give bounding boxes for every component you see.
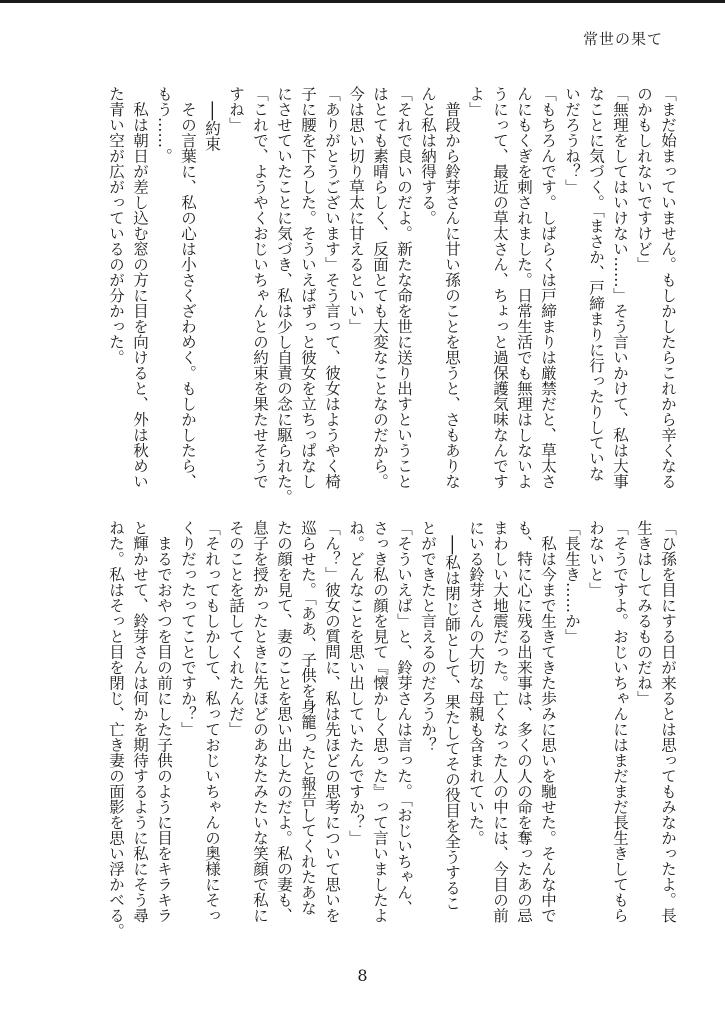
text-line: その言葉に、私の心は小さくざわめく。もしかしたら、 <box>179 86 197 489</box>
text-line: うにって、最近の草太さん、ちょっと過保護気味なんです <box>491 86 509 489</box>
text-line: 「無理をしてはいけない……」そう言いかけて、私は大事 <box>611 86 629 489</box>
text-line: さっき私の顔を見て『懐かしく思った』って言いましたよ <box>371 520 389 923</box>
text-line: んと私は納得する。 <box>419 86 437 226</box>
text-line: ねた。私はそっと目を閉じ、亡き妻の面影を思い浮かべる。 <box>107 520 125 939</box>
text-line: た青い空が広がっているのが分かった。 <box>107 86 125 365</box>
text-line: にいる鈴芽さんの大切な母親も含まれていた。 <box>467 520 485 846</box>
text-line: いだろうね？」 <box>563 86 581 195</box>
text-line: のかもしれないですけど」 <box>635 86 653 272</box>
text-line: と輝かせて、鈴芽さんは何かを期待するように私にそう尋 <box>131 520 149 923</box>
text-line: 息子を授かったときに先ほどのあなたみたいな笑顔で私に <box>251 520 269 923</box>
text-line: 「まだ始まっていません。もしかしたらこれから辛くなる <box>659 86 677 489</box>
running-head: 常世の果て <box>582 30 663 48</box>
text-line: 「もちろんです。しばらくは戸締まりは厳禁だと、草太さ <box>539 86 557 489</box>
text-line: 「そうですよ。おじいちゃんにはまだまだ長生きしてもら <box>611 520 629 923</box>
text-line: 「そういえば」と、鈴芽さんは言った。「おじいちゃん、 <box>395 520 413 916</box>
text-line: まわしい大地震だった。亡くなった人の中には、今目の前 <box>491 520 509 923</box>
text-line: 私は朝日が差し込む窓の方に目を向けると、外は秋めい <box>131 86 149 489</box>
text-line: 「長生き……か」 <box>563 520 581 644</box>
text-line: まるでおやつを目の前にした子供のように目をキラキラ <box>155 520 173 923</box>
text-block-upper <box>100 86 680 506</box>
text-line: とができたと言えるのだろうか？ <box>419 520 437 753</box>
text-line: ね。どんなことを思い出していたんですか？」 <box>347 520 365 846</box>
text-line: ──私は閉じ師として、果たしてその役目を全うするこ <box>443 520 461 911</box>
text-line: はとても素晴らしく、反面とても大変なことなのだから。 <box>371 86 389 489</box>
text-line: 生きはしてみるものだね」 <box>635 520 653 706</box>
text-line: そのことを話してくれたんだ」 <box>227 520 245 737</box>
text-line: よ」 <box>467 86 485 117</box>
text-line: 「それってもしかして、私っておじいちゃんの奥様にそっ <box>203 520 221 923</box>
text-line: 「ありがとうございます」そう言って、彼女はようやく椅 <box>323 86 341 489</box>
page-number: 8 <box>357 966 368 985</box>
text-line: 「ひ孫を目にする日が来るとは思ってもみなかったよ。長 <box>659 520 677 923</box>
text-line: 私は今まで生きてきた歩みに思いを馳せた。そんな中で <box>539 520 557 923</box>
text-line: 「それで良いのだよ。新たな命を世に送り出すということ <box>395 86 413 489</box>
text-line: も、特に心に残る出来事は、多くの人の命を奪ったあの忌 <box>515 520 533 923</box>
text-line: 巡らせた。「ああ、子供を身籠ったと報告してくれたあな <box>299 520 317 916</box>
text-line: わないと」 <box>587 520 605 598</box>
text-line: んにもくぎを刺されました。日常生活でも無理はしないよ <box>515 86 533 489</box>
text-line: 普段から鈴芽さんに甘い孫のことを思うと、さもありな <box>443 86 461 489</box>
text-line: 今は思い切り草太に甘えるといい」 <box>347 86 365 334</box>
text-line: ──約束 <box>203 86 221 152</box>
text-line: 「これで、ようやくおじいちゃんとの約束を果たせそうで <box>251 86 269 489</box>
text-line: なことに気づく。「まさか、戸締まりに行ったりしていな <box>587 86 605 482</box>
text-line: すね」 <box>227 86 245 133</box>
top-border-rule <box>0 0 725 3</box>
text-line: 「ん？」彼女の質問に、私は先ほどの思考について思いを <box>323 520 341 923</box>
text-line: もう……。 <box>155 86 173 164</box>
text-block-lower <box>100 520 680 940</box>
text-line: たの顔を見て、妻のことを思い出したのだよ。私の妻も、 <box>275 520 293 923</box>
text-line: にさせていたことに気づき、私は少し自責の念に駆られた。 <box>275 86 293 505</box>
text-line: くりだったってことですか？」 <box>179 520 197 737</box>
text-line: 子に腰を下ろした。そういえばずっと彼女を立ちっぱなし <box>299 86 317 489</box>
